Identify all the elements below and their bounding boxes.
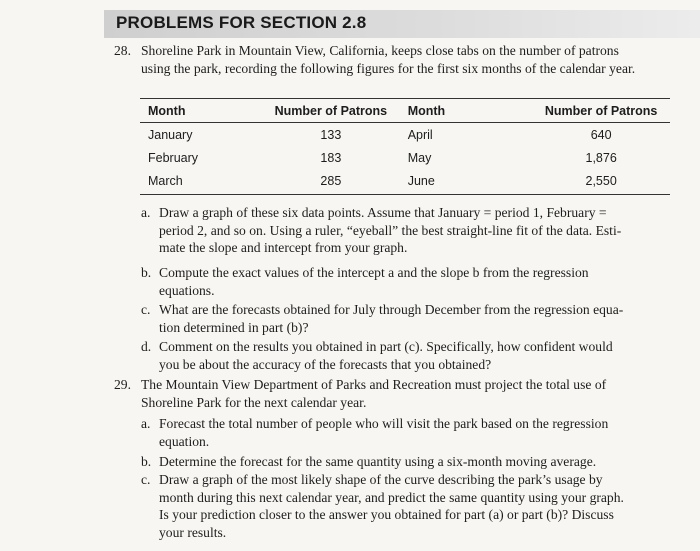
part-letter: b. — [141, 265, 152, 280]
problem-29-text — [141, 376, 690, 411]
part-line: Comment on the results you obtained in part (c). Specifically, how confident would — [159, 339, 613, 354]
table-row — [140, 146, 670, 169]
column-header-patrons: Number of Patrons — [524, 99, 670, 123]
part-29c-text — [159, 471, 690, 541]
part-line: Forecast the total number of people who will visit the park based on the regression — [159, 416, 609, 431]
column-header-month: Month — [140, 99, 254, 123]
part-29b-text — [159, 453, 690, 471]
part-line: you be about the accuracy of the forecasts that you obtained? — [159, 356, 492, 372]
part-line: period 2, and so on. Using a ruler, “eyeball” the best straight-line fit of the data. Esti- — [159, 222, 622, 238]
part-line: Compute the exact values of the intercept a and the slope b from the regression — [159, 265, 589, 280]
part-letter: c. — [141, 472, 151, 487]
table-cell: 2,550 — [524, 169, 670, 195]
table-cell: 183 — [320, 151, 342, 165]
part-line: Is your prediction closer to the answer you obtained for part (a) or part (b)? Discuss — [159, 507, 614, 522]
table-cell: April — [407, 128, 433, 142]
part-line: Draw a graph of these six data points. Assume that January = period 1, February = — [159, 205, 607, 220]
problem-28-number: 28. — [114, 43, 131, 58]
table-cell: 285 — [254, 169, 400, 195]
table-cell: March — [140, 169, 254, 195]
table-cell: February — [148, 151, 199, 165]
column-header-month: Month — [400, 99, 525, 123]
section-header — [104, 10, 700, 38]
part-line: month during this next calendar year, and predict the same quantity using your graph. — [159, 489, 624, 505]
table-cell: 1,876 — [585, 151, 617, 165]
problem-29-line: Shoreline Park for the next calendar year. — [141, 394, 367, 410]
table-cell: June — [400, 169, 525, 195]
part-28c-text — [159, 301, 690, 336]
section-title: PROBLEMS FOR SECTION 2.8 — [116, 13, 367, 32]
problem-29-number: 29. — [114, 377, 131, 392]
problem-28-text — [141, 42, 690, 77]
table-cell: 640 — [590, 128, 612, 142]
part-letter: a. — [141, 416, 151, 431]
part-29a-text — [159, 415, 690, 450]
column-header-patrons: Number of Patrons — [254, 99, 400, 123]
part-letter: d. — [141, 339, 152, 354]
part-letter: c. — [141, 302, 151, 317]
part-28d-text — [159, 338, 690, 373]
patrons-table — [140, 98, 670, 195]
problem-28-line: Shoreline Park in Mountain View, California, keeps close tabs on the number of patrons — [141, 43, 619, 58]
part-line: equation. — [159, 433, 210, 449]
part-line: tion determined in part (b)? — [159, 319, 309, 335]
part-28b-text — [159, 264, 690, 299]
part-line: Draw a graph of the most likely shape of the curve describing the park’s usage by — [159, 472, 603, 487]
table-header-row — [140, 99, 670, 123]
part-letter: a. — [141, 205, 151, 220]
part-line: mate the slope and intercept from your graph. — [159, 240, 408, 255]
table-row — [140, 169, 670, 195]
problem-28-line: using the park, recording the following figures for the first six months of the calendar year. — [141, 60, 636, 76]
part-line: equations. — [159, 282, 215, 298]
part-letter: b. — [141, 454, 152, 469]
problem-29-line: The Mountain View Department of Parks and Recreation must project the total use of — [141, 377, 607, 392]
part-line: Determine the forecast for the same quantity using a six-month moving average. — [159, 454, 597, 469]
table-cell: May — [407, 151, 432, 165]
table-cell: January — [148, 128, 193, 142]
part-28a-text — [159, 204, 690, 257]
table-cell: 133 — [320, 128, 342, 142]
part-line: What are the forecasts obtained for July through December from the regression equa- — [159, 302, 624, 317]
part-line: your results. — [159, 524, 227, 540]
table-row — [140, 123, 670, 147]
